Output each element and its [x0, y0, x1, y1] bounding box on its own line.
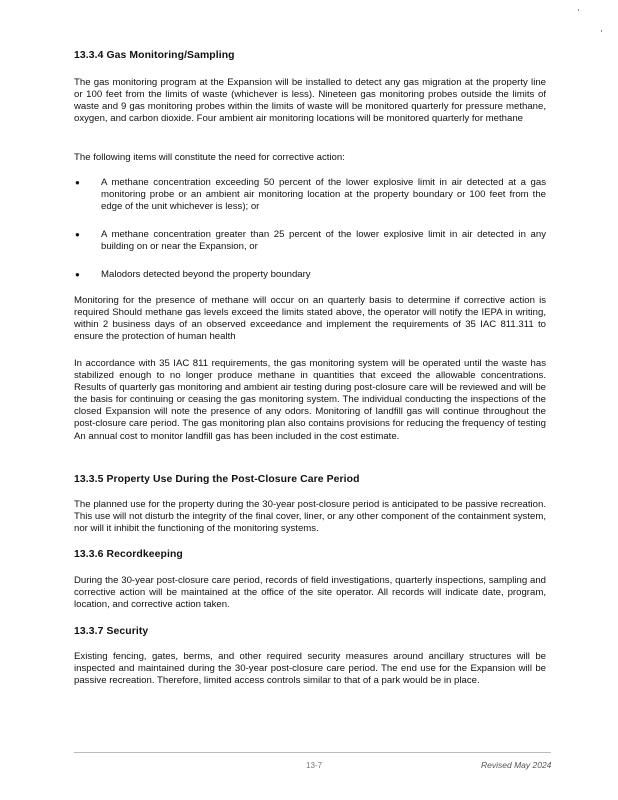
bullet-icon: ●: [75, 178, 80, 187]
section-heading-gas-monitoring: 13.3.4 Gas Monitoring/Sampling: [74, 50, 235, 61]
paragraph-corrective-action-intro: The following items will constitute the need for corrective action:: [74, 152, 345, 163]
paragraph-methane-monitoring: Monitoring for the presence of methane will occur on an quarterly basis to determine if corrective action is required Should methane gas levels exceed the limits stated above, the operator will notify the IEPA in writing, within 2 business days of an observed exceedance and implement the requirements of 35 IAC 811.311 to ensure the protection of human health: [74, 295, 546, 343]
paragraph-iac-requirements: In accordance with 35 IAC 811 requirements, the gas monitoring system will be operated until the waste has stabilized enough to no longer produce methane in quantities that exceed the allowable concentrations. Results of quarterly gas monitoring and ambient air testing during post-closure care will be reviewed and will be the basis for continuing or ceasing the gas monitoring system. The individual conducting the inspections of the closed Expansion will note the presence of any odors. Monitoring of landfill gas will continue throughout the post-closure care period. The gas monitoring plan also contains provisions for reducing the frequency of testing An annual cost to monitor landfill gas has been included in the cost estimate.: [74, 358, 546, 442]
bullet-text: Malodors detected beyond the property boundary: [101, 269, 311, 280]
revision-date: Revised May 2024: [481, 760, 552, 770]
section-heading-security: 13.3.7 Security: [74, 626, 149, 637]
paragraph-gas-monitoring-program: The gas monitoring program at the Expansion will be installed to detect any gas migration at the property line or 100 feet from the limits of waste (whichever is less). Nineteen gas monitoring probes outside the limits of waste and 9 gas monitoring probes within the limits of waste will be monitored quarterly for pressure methane, oxygen, and carbon dioxide. Four ambient air monitoring locations will be monitored quarterly for methane: [74, 77, 546, 125]
footer-divider: [74, 752, 551, 753]
page-number: 13-7: [306, 761, 323, 770]
bullet-icon: ●: [75, 270, 80, 279]
section-heading-property-use: 13.3.5 Property Use During the Post-Closure Care Period: [74, 474, 360, 485]
scan-speck: [578, 9, 579, 11]
paragraph-property-use: The planned use for the property during the 30-year post-closure period is anticipated to be passive recreation. This use will not disturb the integrity of the final cover, liner, or any other component of the containment system, nor will it inhibit the functioning of the monitoring systems.: [74, 499, 546, 535]
bullet-text: A methane concentration greater than 25 percent of the lower explosive limit in air detected in any building on or near the Expansion, or: [101, 229, 546, 253]
section-heading-recordkeeping: 13.3.6 Recordkeeping: [74, 549, 183, 560]
scan-speck: [601, 30, 602, 32]
bullet-text: A methane concentration exceeding 50 percent of the lower explosive limit in air detected at a gas monitoring probe or an ambient air monitoring location at the property boundary or 100 feet from the edge of the unit whichever is less); or: [101, 177, 546, 213]
bullet-icon: ●: [75, 230, 80, 239]
paragraph-recordkeeping: During the 30-year post-closure care period, records of field investigations, quarterly inspections, sampling and corrective action will be maintained at the office of the site operator. All records will indicate date, program, location, and corrective action taken.: [74, 575, 546, 611]
paragraph-security: Existing fencing, gates, berms, and other required security measures around ancillary structures will be inspected and maintained during the 30-year post-closure care period. The end use for the Expansion will be passive recreation. Therefore, limited access controls similar to that of a park would be in place.: [74, 651, 546, 687]
